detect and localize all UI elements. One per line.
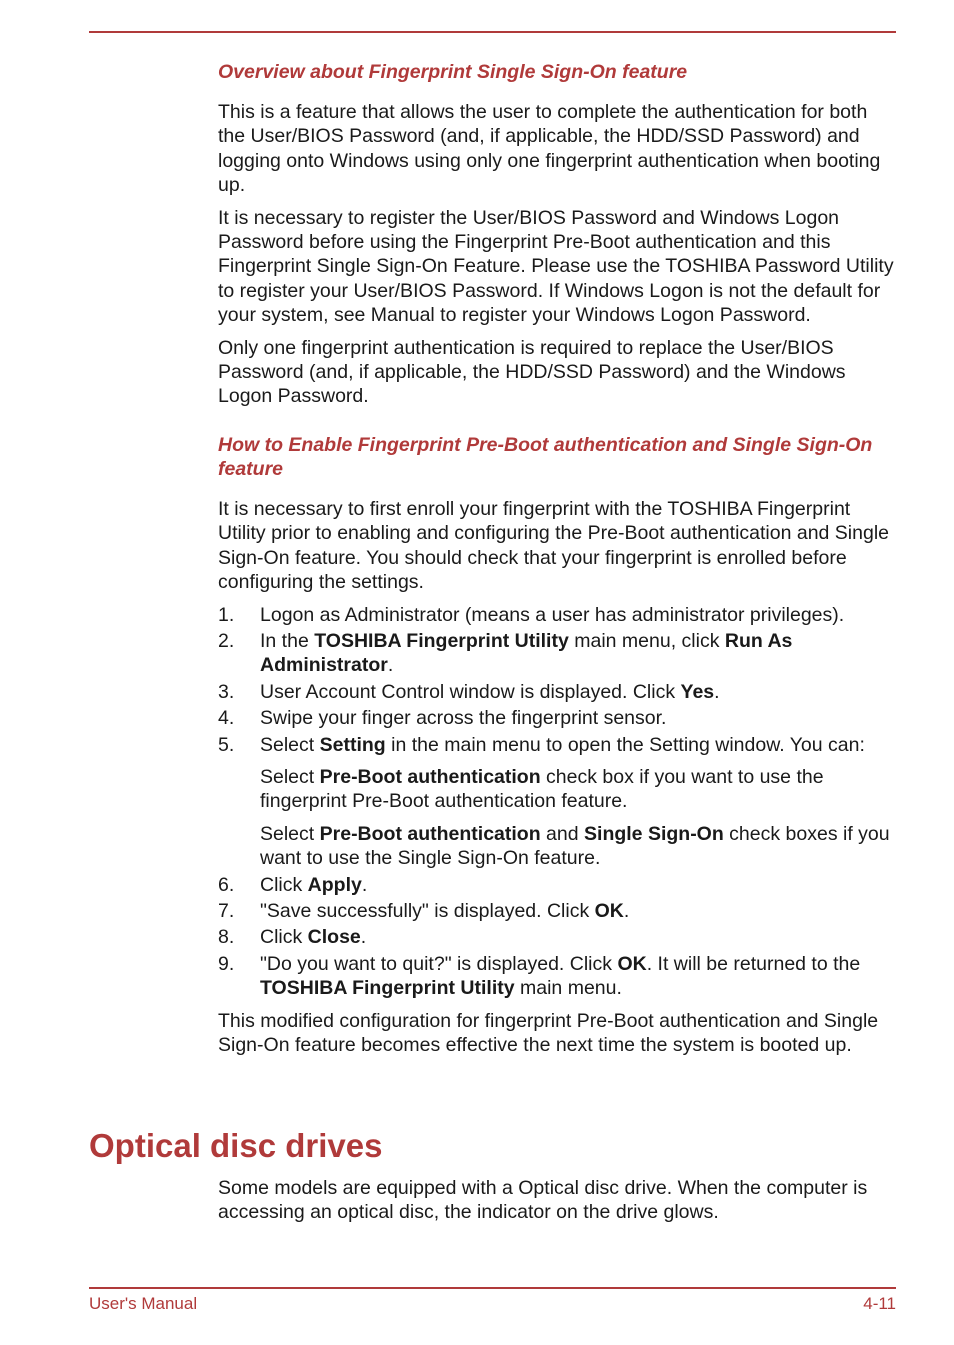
optical-disc-paragraph: Some models are equipped with a Optical disc drive. When the computer is accessing an optical disc, the indicator on the drive glows. [218, 1177, 868, 1224]
footer-rule [89, 1287, 896, 1289]
overview-heading: Overview about Fingerprint Single Sign-On feature [218, 61, 688, 83]
overview-paragraph-3: Only one fingerprint authentication is required to replace the User/BIOS Password (and, if applicable, the HDD/SSD Password) and the Windows Logon Password. [218, 336, 846, 408]
enable-heading: How to Enable Fingerprint Pre-Boot authentication and Single Sign-On feature [218, 433, 873, 480]
enable-outro: This modified configuration for fingerprint Pre-Boot authentication and Single Sign-On feature becomes effective the next time the system is booted up. [218, 1009, 879, 1056]
page-content [218, 60, 898, 1057]
step-6: 6. Click Apply. [218, 873, 368, 896]
step-9: 9. "Do you want to quit?" is displayed. Click OK. It will be returned to the TOSHIBA Fingerprint Utility main menu. [218, 952, 861, 1000]
step-5-option-sso: Select Pre-Boot authentication and Single Sign-On check boxes if you want to use the Single Sign-On feature. [260, 822, 890, 870]
step-4: 4. Swipe your finger across the fingerprint sensor. [218, 707, 667, 730]
step-1: 1. Logon as Administrator (means a user has administrator privileges). [218, 603, 845, 626]
step-2: 2. In the TOSHIBA Fingerprint Utility main menu, click Run As Administrator. [218, 629, 793, 677]
footer-manual-title: User's Manual [89, 1294, 198, 1313]
footer-page-number: 4-11 [863, 1294, 896, 1313]
header-rule [89, 31, 896, 33]
step-8: 8. Click Close. [218, 926, 367, 949]
enable-intro: It is necessary to first enroll your fingerprint with the TOSHIBA Fingerprint Utility prior to enabling and configuring the Pre-Boot authentication and Single Sign-On feature. You should check that your fingerprint is enrolled before configuring the settings. [218, 497, 890, 594]
step-3: 3. User Account Control window is displayed. Click Yes. [218, 680, 720, 703]
overview-paragraph-1: This is a feature that allows the user to complete the authentication for both the User/BIOS Password (and, if applicable, the HDD/SSD Password) and logging onto Windows using only one fingerprint authentication when booting up. [218, 101, 881, 197]
step-5: 5. Select Setting in the main menu to open the Setting window. You can: [218, 733, 865, 756]
steps-list-continued [218, 873, 898, 1001]
overview-paragraph-2: It is necessary to register the User/BIOS Password and Windows Logon Password before using the Fingerprint Pre-Boot authentication and this Fingerprint Single Sign-On Feature. Please use the TOSHIBA Password Utility to register your User/BIOS Password. If Windows Logon is not the default for your system, see Manual to register your Windows Logon Password. [218, 206, 894, 327]
optical-disc-drives-heading: Optical disc drives [89, 1127, 383, 1164]
step-5-option-pre-boot: Select Pre-Boot authentication check box if you want to use the fingerprint Pre-Boot authentication feature. [260, 765, 824, 813]
step-7: 7. "Save successfully" is displayed. Click OK. [218, 899, 630, 922]
steps-list [218, 603, 898, 757]
